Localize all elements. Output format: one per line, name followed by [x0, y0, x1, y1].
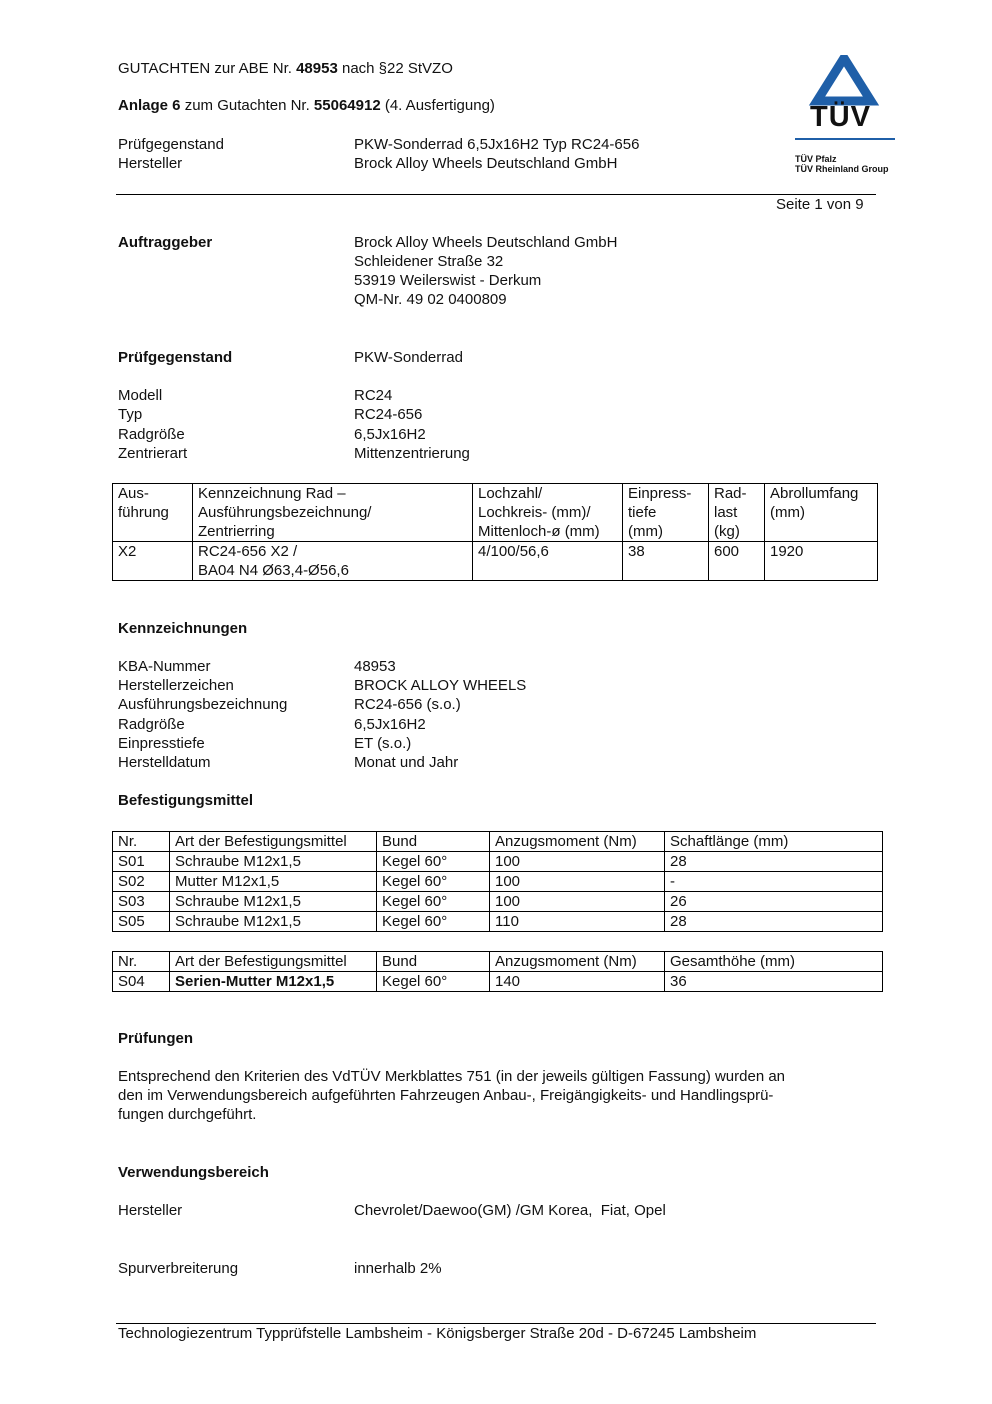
header-cell: Kennzeichnung Rad – Ausführungsbezeichnung/ Zentrierring: [193, 484, 473, 542]
usage-label: Spurverbreiterung: [118, 1260, 239, 1277]
header-cell: Aus- führung: [113, 484, 193, 542]
heading-pruefungen: Prüfungen: [118, 1030, 193, 1047]
header-cell: Lochzahl/ Lochkreis- (mm)/ Mittenloch-ø (mm): [473, 484, 623, 542]
table-cell: Kegel 60°: [377, 972, 490, 992]
footer-text: Technologiezentrum Typprüfstelle Lambsheim - Königsberger Straße 20d - D-67245 Lambsheim: [118, 1325, 757, 1342]
document-title: GUTACHTEN zur ABE Nr. 48953 nach §22 StVZO: [118, 60, 453, 77]
marking-label: KBA-Nummer: [118, 658, 211, 675]
header-cell: Rad- last (kg): [709, 484, 765, 542]
table-row: [113, 912, 883, 932]
header-cell: Art der Befestigungsmittel: [170, 832, 377, 852]
marking-value: Monat und Jahr: [354, 754, 459, 771]
table-cell: 38: [623, 542, 709, 581]
table-cell: Kegel 60°: [377, 912, 490, 932]
table-header-row: [113, 484, 878, 542]
header-cell: Schaftlänge (mm): [665, 832, 883, 852]
spec-label: Modell: [118, 387, 163, 404]
marking-value: 6,5Jx16H2: [354, 716, 426, 733]
table-cell: Kegel 60°: [377, 892, 490, 912]
annex-line: Anlage 6 zum Gutachten Nr. 55064912 (4. Ausfertigung): [118, 97, 495, 114]
table-cell: 100: [490, 892, 665, 912]
table-cell: 100: [490, 872, 665, 892]
spec-label: Zentrierart: [118, 445, 188, 462]
table-cell: S05: [113, 912, 170, 932]
heading-befestigungsmittel: Befestigungsmittel: [118, 792, 254, 809]
header-cell: Nr.: [113, 952, 170, 972]
table-cell: 110: [490, 912, 665, 932]
heading-pruefgegenstand: Prüfgegenstand: [118, 349, 233, 366]
header-label-pruefgegenstand: Prüfgegenstand: [118, 136, 224, 153]
table-cell: Mutter M12x1,5: [170, 872, 377, 892]
triangle-logo-icon: [794, 55, 896, 107]
table-cell: S04: [113, 972, 170, 992]
marking-label: Einpresstiefe: [118, 735, 205, 752]
marking-label: Herstelldatum: [118, 754, 211, 771]
table-cell: 26: [665, 892, 883, 912]
spec-value: 6,5Jx16H2: [354, 426, 426, 443]
marking-label: Herstellerzeichen: [118, 677, 234, 694]
logo-sub-group: TÜV Rheinland Group: [795, 164, 889, 174]
page-number: Seite 1 von 9: [776, 196, 864, 213]
logo-text: TÜV: [810, 101, 871, 133]
spec-value: RC24: [354, 387, 393, 404]
table-cell: 36: [665, 972, 883, 992]
heading-auftraggeber: Auftraggeber: [118, 234, 213, 251]
table-cell: 1920: [765, 542, 878, 581]
marking-value: BROCK ALLOY WHEELS: [354, 677, 527, 694]
heading-kennzeichnungen: Kennzeichnungen: [118, 620, 248, 637]
table-cell: 4/100/56,6: [473, 542, 623, 581]
usage-value: innerhalb 2%: [354, 1260, 442, 1277]
table-header-row: [113, 952, 883, 972]
table-row: [113, 852, 883, 872]
table-cell: X2: [113, 542, 193, 581]
header-cell: Anzugsmoment (Nm): [490, 952, 665, 972]
auftraggeber-line: 53919 Weilerswist - Derkum: [354, 272, 542, 289]
table-cell: S02: [113, 872, 170, 892]
header-cell: Bund: [377, 952, 490, 972]
header-cell: Bund: [377, 832, 490, 852]
paragraph-line: fungen durchgeführt.: [118, 1106, 257, 1123]
marking-value: ET (s.o.): [354, 735, 412, 752]
table-cell: 28: [665, 912, 883, 932]
table-cell: 28: [665, 852, 883, 872]
footer-divider: [116, 1323, 876, 1324]
table-cell: 140: [490, 972, 665, 992]
spec-label: Typ: [118, 406, 143, 423]
header-cell: Gesamthöhe (mm): [665, 952, 883, 972]
header-cell: Art der Befestigungsmittel: [170, 952, 377, 972]
paragraph-line: Entsprechend den Kriterien des VdTÜV Merkblattes 751 (in der jeweils gültigen Fassung) wurden an: [118, 1068, 786, 1085]
pruefgegenstand-value: PKW-Sonderrad: [354, 349, 463, 366]
table-row: [113, 892, 883, 912]
auftraggeber-line: Brock Alloy Wheels Deutschland GmbH: [354, 234, 618, 251]
fastener-table: [112, 831, 883, 932]
wheel-table: [112, 483, 878, 581]
tuev-logo: [794, 55, 896, 180]
table-cell: Serien-Mutter M12x1,5: [170, 972, 377, 992]
marking-value: RC24-656 (s.o.): [354, 696, 461, 713]
table-cell: Schraube M12x1,5: [170, 852, 377, 872]
table-cell: Kegel 60°: [377, 852, 490, 872]
marking-label: Ausführungsbezeichnung: [118, 696, 288, 713]
spec-value: Mittenzentrierung: [354, 445, 470, 462]
table-cell: Schraube M12x1,5: [170, 912, 377, 932]
marking-label: Radgröße: [118, 716, 185, 733]
spec-value: RC24-656: [354, 406, 423, 423]
header-label-hersteller: Hersteller: [118, 155, 183, 172]
marking-value: 48953: [354, 658, 396, 675]
table-cell: Schraube M12x1,5: [170, 892, 377, 912]
paragraph-line: den im Verwendungsbereich aufgeführten Fahrzeugen Anbau-, Freigängigkeits- und Handlingsprü-: [118, 1087, 774, 1104]
serial-nut-table: [112, 951, 883, 992]
table-row: [113, 872, 883, 892]
auftraggeber-line: Schleidener Straße 32: [354, 253, 504, 270]
table-cell: 600: [709, 542, 765, 581]
header-divider: [116, 194, 876, 195]
logo-sub-pfalz: TÜV Pfalz: [795, 154, 837, 164]
header-cell: Anzugsmoment (Nm): [490, 832, 665, 852]
header-cell: Abrollumfang (mm): [765, 484, 878, 542]
spec-label: Radgröße: [118, 426, 185, 443]
header-cell: Nr.: [113, 832, 170, 852]
header-cell: Einpress- tiefe (mm): [623, 484, 709, 542]
usage-label: Hersteller: [118, 1202, 183, 1219]
header-value-hersteller: Brock Alloy Wheels Deutschland GmbH: [354, 155, 618, 172]
table-cell: -: [665, 872, 883, 892]
table-cell: S01: [113, 852, 170, 872]
header-value-pruefgegenstand: PKW-Sonderrad 6,5Jx16H2 Typ RC24-656: [354, 136, 640, 153]
table-cell: 100: [490, 852, 665, 872]
table-cell: S03: [113, 892, 170, 912]
auftraggeber-line: QM-Nr. 49 02 0400809: [354, 291, 507, 308]
table-cell: Kegel 60°: [377, 872, 490, 892]
table-row: [113, 542, 878, 581]
table-cell: RC24-656 X2 / BA04 N4 Ø63,4-Ø56,6: [193, 542, 473, 581]
usage-value: Chevrolet/Daewoo(GM) /GM Korea, Fiat, Opel: [354, 1202, 666, 1219]
table-row: [113, 972, 883, 992]
heading-verwendungsbereich: Verwendungsbereich: [118, 1164, 269, 1181]
table-header-row: [113, 832, 883, 852]
logo-rule: [795, 138, 895, 140]
